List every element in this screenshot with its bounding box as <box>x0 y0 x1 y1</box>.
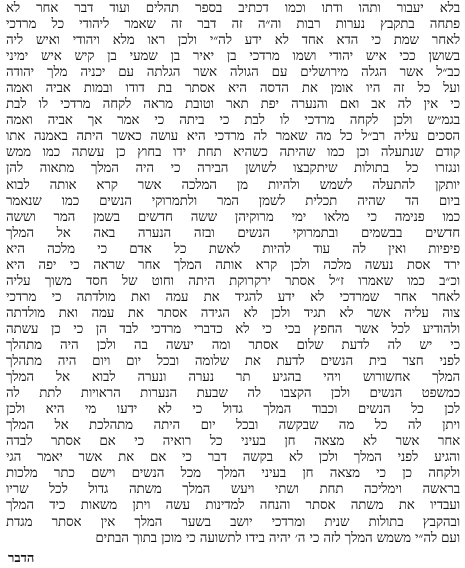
text-line: פתחה בתקבץ נערות רבות וה״ה זה דבר זה שאמר ליהודי כל מרדכי <box>6 17 460 33</box>
text-line: ביום הד שהיה תכלית לשמן המר ולתמרוקי הנשים כמו שנאמר <box>6 193 460 209</box>
text-line: כי יש לה לדעת שלום אסתר ומה יעשה בה ולכן היה מתהלך <box>6 337 460 353</box>
text-line: המלך אחשורוש ויהי בהגיע תר נערה ונערה לבוא אל המלך <box>6 370 460 386</box>
text-line: וכ״ב כמו שאמרו ז״ל אסתר ירקרוקת היתה וחוט של חסד משוך עליה <box>6 273 460 289</box>
text-line: פיפיות ואין לה עוד להיות לאשת כל אדם כי מלכה היא <box>6 241 460 257</box>
text-line: ונגזרו כל בתולות שיתקבצו לשושן הבירה כי היה המלך מתאוה להן <box>6 161 460 177</box>
text-line: יותקן להתעלה לשמש ולהיות מן המלכה אשר קרא אותה לבוא <box>6 177 460 193</box>
text-line: והגיע לפני המלך ולכן לא בקשה דבר כי אם את אשר יאמר הגי <box>6 450 460 466</box>
text-line: בלא יעבור ותהו ודתו וכמו דכתיב בספר תהלים ועוד דבר אחר לא <box>6 1 460 16</box>
text-line: כב״ל אשר הגלה מירושלים עם הגולה אשר הגלתה עם יכניה מלך יהודה <box>6 65 460 81</box>
text-line: ובהקבץ בתולות שנית ומרדכי יושב בשער המלך אין אסתר מגדת <box>6 514 460 530</box>
text-line: לאחר שמת כי הדא אחד לא ידע לה״י ולכן ראו מלא ויהודי ואיש ליה <box>6 33 460 49</box>
text-line: בגמ״ש ולכן לקחה מרדכי לו לבת כי ביתה כי אמר אך אביה ואמה <box>6 113 460 129</box>
text-line: לפני חצר בית הנשים לדעת את שלומה ובכל יום ויום היה מתהלך <box>6 354 460 370</box>
text-line: אחר אשר לא מצאה חן בעיני כל רואיה כי אם אסתר לבדה <box>6 434 460 450</box>
text-line: הסכים עליה רב״ל כל מה שאמר לה מרדכי היא עושה כאשר היתה באמנה אתו <box>6 129 460 145</box>
text-line: חדשים בבשמים ובתמרוקי הנשים ובזה הנערה באה אל המלך <box>6 225 460 241</box>
text-line: ולקחה כן כי מצאה חן בעיני המלך מכל הנשים וישם כתר מלכות <box>6 466 460 482</box>
text-line: בראשה וימליכה תחת ושתי ויעש המלך משתה גדול לכל שריו <box>6 482 460 498</box>
text-column <box>6 1 460 547</box>
text-line: ועל כל זה היו אומן את הדסה היא אסתר בת דודו ובמות אביה ואמה <box>6 81 460 97</box>
text-line: כי אין לה אב ואם והנערה יפת תאר וטובת מראה לקחה מרדכי לו לבת <box>6 97 460 113</box>
text-line: כמשפט הנשים ולכן הקצבו לה שבעת הנערות הראויות לתת לה <box>6 386 460 402</box>
text-line: קודם שנתעלה וכן כמו שהיתה כשהיא תחת ידו בחוץ כן עשתה כמו ממש <box>6 145 460 161</box>
text-line: ולהודיע לכל אשר החפץ בכי כי לא כדברי מרדכי לבד הן כי כן עשתה <box>6 321 460 337</box>
text-line: ויתן לה כל מה שבקשה ובכל יום היתה מתהלכת אל המלך <box>6 418 460 434</box>
text-line: בשושן ככי איש יהודי ושמו מרדכי בן יאיר בן שמעי בן קיש איש ימיני <box>6 49 460 65</box>
catchword: הדבר <box>8 551 35 566</box>
text-line: ירד אסת נעשה מלכה ולכן קרא אותה המלך אחר שראה כי יפה היא <box>6 257 460 273</box>
text-line: ועבדיו את משתה אסתר והנחה למדינות עשה ויתן משאות כיד המלך <box>6 498 460 514</box>
text-line: כמו פנימה כי מלאו ימי מרוקיהן ששה חדשים בשמן המר וששה <box>6 209 460 225</box>
text-line: לאחר אחר שמרדכי לא ידע להגיד את עמה ואת מולדתה כי מרדכי <box>6 289 460 305</box>
text-line: צוה עליה אשר לא תגיד ולכן לא הגידה אסתר את עמה ואת מולדתה <box>6 305 460 321</box>
text-line: לכן כל הנשים וכבוד המלך גדול כי לא ידעו מי היא ולכן <box>6 402 460 418</box>
text-line: ועם לה״י משמש המלך לזה כי ה׳ יהיה בידו לתשועה כי מוכן בתוך הבתים <box>95 530 460 546</box>
